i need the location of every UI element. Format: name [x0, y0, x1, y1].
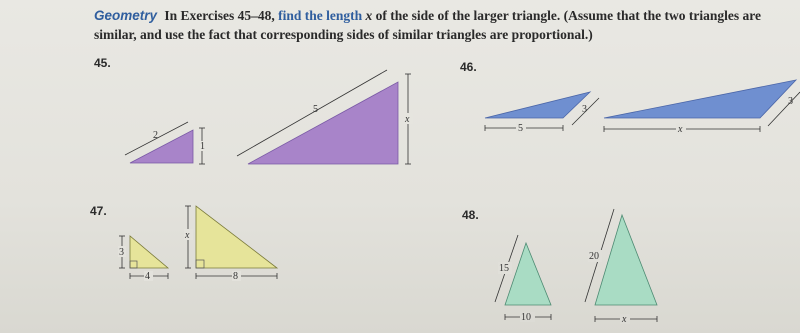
ex45-large-height-label: x: [405, 114, 410, 125]
instruction-rest: of the side of the larger triangle. (Assume that the two triangles are similar, and use the fact that corresponding sides of similar triangles are proportional.): [94, 8, 761, 42]
ex47-small-base-label: 4: [145, 271, 150, 282]
ex48-large-side-label: 20: [589, 251, 599, 262]
exercise-46-figure: [478, 72, 800, 152]
exercise-47-figure: [110, 200, 290, 290]
instruction-find: find the length: [278, 8, 363, 23]
exercise-45-figure: [115, 60, 435, 170]
ex46-small-base-label: 5: [518, 123, 523, 134]
ex47-large-base-label: 8: [233, 271, 238, 282]
ex47-large-height-label: x: [185, 230, 190, 241]
ex48-large-base-label: x: [622, 314, 627, 325]
ex47-small-height-label: 3: [119, 247, 124, 258]
exercise-47-number: 47.: [90, 204, 107, 218]
ex46-small-triangle: [485, 92, 590, 118]
ex47-large-triangle: [196, 206, 277, 268]
instruction-variable: x: [365, 8, 373, 23]
exercise-48-figure: [480, 205, 680, 330]
ex46-large-side-label: 3: [788, 96, 793, 107]
exercise-instructions: [94, 6, 784, 44]
ex47-small-triangle: [130, 236, 168, 268]
ex45-large-triangle: [248, 82, 398, 164]
ex46-small-side-label: 3: [582, 104, 587, 115]
ex45-small-side-label: 2: [153, 130, 158, 141]
ex45-small-triangle: [130, 130, 193, 163]
topic-label: Geometry: [94, 8, 158, 23]
ex46-large-base-label: x: [678, 124, 683, 135]
instruction-exercises: In Exercises 45–48,: [164, 8, 275, 23]
exercise-45-number: 45.: [94, 56, 111, 70]
ex48-large-triangle: [595, 215, 657, 305]
ex46-large-triangle: [604, 80, 796, 118]
ex48-small-base-label: 10: [521, 312, 531, 323]
ex45-large-side-label: 5: [313, 104, 318, 115]
exercise-46-number: 46.: [460, 60, 477, 74]
ex48-small-side-label: 15: [499, 263, 509, 274]
ex45-small-height-label: 1: [200, 141, 205, 152]
exercise-48-number: 48.: [462, 208, 479, 222]
